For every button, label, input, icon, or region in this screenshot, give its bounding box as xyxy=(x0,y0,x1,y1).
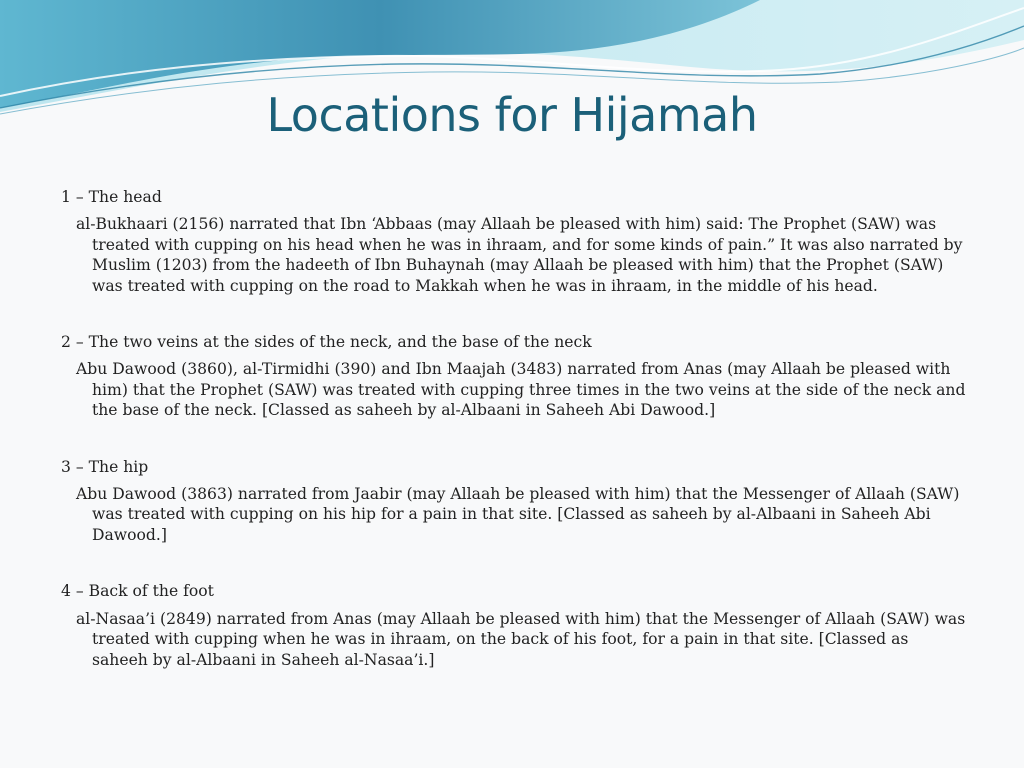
section-head xyxy=(61,187,966,296)
section-heading: 2 – The two veins at the sides of the neck, and the base of the neck xyxy=(61,333,592,352)
section-hip xyxy=(61,457,966,546)
section-text: al-Nasaa’i (2849) narrated from Anas (may Allaah be pleased with him) that the Messenger of Allaah (SAW) was treated with cupping when he was in ihraam, on the back of his foot, for a pain in that site. [Classed as saheeh by al-Albaani in Saheeh al-Nasaa’i.] xyxy=(76,609,966,669)
page-title: Locations for Hijamah xyxy=(266,88,758,142)
section-neck xyxy=(61,332,966,421)
section-heading: 1 – The head xyxy=(61,188,162,206)
content-body xyxy=(61,187,966,706)
section-foot xyxy=(61,581,966,670)
section-heading: 4 – Back of the foot xyxy=(61,582,214,601)
section-text: Abu Dawood (3860), al-Tirmidhi (390) and Ibn Maajah (3483) narrated from Anas (may Allaah be pleased with him) that the Prophet (SAW) was treated with cupping three times in the two veins at the side of the neck and the base of the neck. [Classed as saheeh by al-Albaani in Saheeh Abi Dawood.] xyxy=(76,360,966,420)
section-text: Abu Dawood (3863) narrated from Jaabir (may Allaah be pleased with him) that the Messenger of Allaah (SAW) was treated with cupping on his hip for a pain in that site. [Classed as saheeh by al-Albaani in Saheeh Abi Dawood.] xyxy=(76,485,960,544)
section-heading: 3 – The hip xyxy=(61,457,149,476)
section-text: al-Bukhaari (2156) narrated that Ibn ‘Abbaas (may Allaah be pleased with him) said: The Prophet (SAW) was treated with cupping on his head when he was in ihraam, and for some kinds of pain.” It was also narrated by Muslim (1203) from the hadeeth of Ibn Buhaynah (may Allaah be pleased with him) that the Prophet (SAW) was treated with cupping on the road to Makkah when he was in ihraam, in the middle of his head. xyxy=(76,215,963,295)
